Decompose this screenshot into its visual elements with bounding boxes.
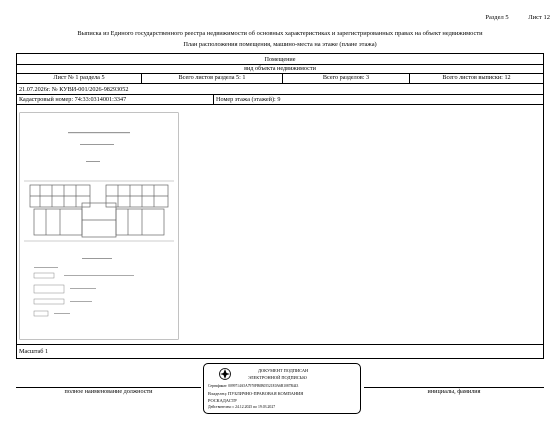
floor-plan-drawing <box>20 113 178 339</box>
date-number: 21.07.2026г. № КУВИ-001/2026-98293052 <box>19 86 129 93</box>
stamp-validity: Действителен: с 24.12.2025 по 19.03.2027 <box>208 405 276 409</box>
object-type-caption: вид объекта недвижимости <box>244 65 316 72</box>
floor-number: Номер этажа (этажей): 9 <box>216 96 281 103</box>
floor-plan-image <box>20 113 178 339</box>
total-sections: Всего разделов: 3 <box>322 74 370 81</box>
cadastral-number: Кадастровый номер: 74:33:0314001:3347 <box>19 96 127 103</box>
total-sheets: Всего листов выписки: 12 <box>442 74 511 81</box>
stamp-line2: ЭЛЕКТРОННОЙ ПОДПИСЬЮ <box>248 375 307 380</box>
name-caption: инициалы, фамилия <box>427 388 481 395</box>
sheet-number: Лист 12 <box>528 14 550 21</box>
emblem-icon <box>218 367 232 381</box>
section-number: Раздел 5 <box>485 14 509 21</box>
stamp-owner2: РОСКАДАСТР <box>208 398 237 403</box>
stamp-line1: ДОКУМЕНТ ПОДПИСАН <box>258 368 309 373</box>
stamp-owner: Владелец: ПУБЛИЧНО-ПРАВОВАЯ КОМПАНИЯ <box>208 391 304 396</box>
e-signature-stamp <box>203 363 361 414</box>
object-type: Помещение <box>264 56 296 63</box>
stamp-certificate: Сертификат: 0099714A5A7970FB0B05521E0A6B1087B443 <box>208 384 299 388</box>
scale: Масштаб 1 <box>19 348 49 355</box>
total-sheets-section: Всего листов раздела 5: 1 <box>178 74 246 81</box>
position-caption: полное наименование должности <box>64 388 153 395</box>
page-header-right <box>467 14 550 21</box>
document-title: Выписка из Единого государственного реестра недвижимости об основных характеристиках и зарегистрированных правах на объект недвижимости <box>77 30 483 37</box>
document-subtitle: План расположения помещения, машино-места на этаже (плане этажа) <box>183 41 377 48</box>
sheet-of-section: Лист № 1 раздела 5 <box>53 74 105 81</box>
